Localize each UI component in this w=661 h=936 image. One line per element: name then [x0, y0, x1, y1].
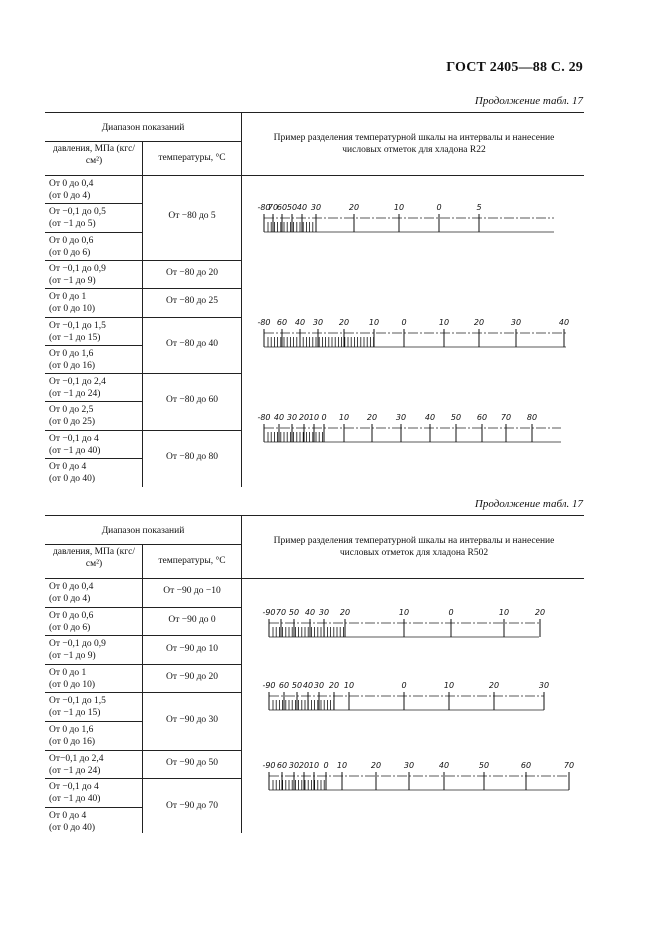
- scale-label: 40: [424, 413, 436, 422]
- pressure-cell: [49, 206, 106, 230]
- pressure-range: От −0,1 до 2,4: [49, 377, 106, 388]
- pressure-range: От 0 до 1: [49, 292, 87, 303]
- pressure-range-kgf: (от −1 до 9): [49, 275, 96, 286]
- scale-label: 20: [534, 608, 546, 617]
- temperature-range: От −90 до 50: [165, 757, 219, 768]
- scale-label: 5: [476, 203, 482, 212]
- temperature-range: От −90 до 30: [165, 715, 219, 725]
- scale-label: 60: [276, 203, 288, 212]
- pressure-range-kgf: (от −1 до 5): [49, 219, 96, 230]
- scale-label: 60: [476, 413, 488, 422]
- scale-label: 10: [308, 413, 320, 422]
- scale-label: 0: [436, 203, 442, 212]
- pressure-cell: [49, 433, 100, 457]
- example-header: Пример разделения температурной шкалы на интервалы и нанесение числовых отметок для хладона R502: [273, 536, 555, 558]
- scale-label: 10: [498, 608, 510, 617]
- pressure-range: От 0 до 0,6: [49, 235, 94, 246]
- scale-label: 0: [401, 318, 407, 327]
- scale-label: 60: [276, 761, 288, 770]
- scale-label: 20: [298, 761, 310, 770]
- range-header: Диапазон показаний: [101, 526, 185, 536]
- pressure-cell: [49, 581, 93, 605]
- pressure-range-kgf: (от −1 до 40): [49, 794, 101, 805]
- pressure-range-kgf: (от 0 до 4): [49, 594, 91, 604]
- scale-label: 20: [488, 681, 500, 690]
- scale-label: 40: [304, 608, 316, 617]
- pressure-cell: [49, 461, 95, 485]
- scale-label: 30: [288, 761, 300, 770]
- scale-label: -90: [262, 761, 276, 770]
- pressure-range-kgf: (от −1 до 24): [49, 389, 101, 400]
- pressure-range: От−0,1 до 2,4: [49, 753, 104, 764]
- scale-label: 50: [450, 413, 462, 422]
- scale-label: 50: [291, 681, 303, 690]
- temperature-range: От −90 до −10: [163, 586, 221, 597]
- scale-label: 20: [339, 608, 351, 617]
- pressure-range-kgf: (от 0 до 10): [49, 304, 96, 315]
- pressure-range-kgf: (от 0 до 16): [49, 360, 96, 371]
- pressure-cell: [49, 291, 95, 315]
- pressure-range: От −0,1 до 0,9: [49, 263, 106, 274]
- scale-label: 30: [403, 761, 415, 770]
- pressure-range-kgf: (от 0 до 4): [49, 191, 91, 201]
- scale-label: 0: [448, 608, 454, 617]
- pressure-cell: [49, 810, 95, 834]
- temperature-header: температуры, °С: [158, 153, 226, 163]
- scale-label: 30: [312, 318, 324, 327]
- pressure-cell: [49, 348, 95, 372]
- pressure-cell: [49, 235, 93, 259]
- pressure-header: давления, МПа (кгс/см²): [52, 144, 136, 166]
- scale-label: 40: [302, 681, 314, 690]
- pressure-range-kgf: (от −1 до 9): [49, 651, 96, 662]
- temperature-range: От −80 до 25: [165, 296, 219, 307]
- pressure-range: От 0 до 1,6: [49, 348, 94, 359]
- scale-label: 10: [368, 318, 380, 327]
- scale-label: -90: [262, 681, 276, 690]
- pressure-range: От −0,1 до 0,5: [49, 207, 106, 218]
- scale-label: 70: [275, 608, 287, 617]
- scale-label: 60: [278, 681, 290, 690]
- pressure-range: От 0 до 0,4: [49, 179, 94, 189]
- temperature-range: От −80 до 40: [165, 338, 219, 349]
- pressure-cell: [49, 724, 95, 748]
- pressure-range-kgf: (от −1 до 40): [49, 445, 101, 456]
- scale-label: -80: [257, 203, 271, 212]
- scale-label: 30: [538, 681, 550, 690]
- pressure-range: От 0 до 2,5: [49, 405, 94, 416]
- scale-label: 10: [443, 681, 455, 690]
- example-header: Пример разделения температурной шкалы на интервалы и нанесение числовых отметок для хладона R22: [273, 133, 555, 155]
- continuation-label-1: Продолжение табл. 17: [474, 95, 583, 107]
- scale-label: 30: [395, 413, 407, 422]
- pressure-header: давления, МПа (кгс/см²): [52, 547, 136, 569]
- scale-label: 70: [563, 761, 575, 770]
- pressure-cell: [49, 320, 106, 344]
- temperature-header: температуры, °С: [158, 556, 226, 566]
- scale-label: 40: [438, 761, 450, 770]
- pressure-range-kgf: (от −1 до 15): [49, 332, 101, 343]
- scale-label: 20: [328, 681, 340, 690]
- pressure-range: От −0,1 до 0,9: [49, 639, 106, 650]
- pressure-cell: [49, 753, 103, 777]
- scale-label: 70: [500, 413, 512, 422]
- temperature-range: От −90 до 20: [165, 672, 219, 683]
- range-header: Диапазон показаний: [101, 123, 185, 133]
- scale-label: 20: [338, 318, 350, 327]
- pressure-range: От −0,1 до 1,5: [49, 696, 106, 707]
- scales-r502: [244, 515, 584, 833]
- scale-label: 40: [558, 318, 570, 327]
- scale-label: 10: [338, 413, 350, 422]
- pressure-cell: [49, 376, 106, 400]
- pressure-range: От −0,1 до 4: [49, 433, 99, 444]
- scale-label: 20: [473, 318, 485, 327]
- scales-r22: [244, 112, 584, 487]
- scale-label: 30: [286, 413, 298, 422]
- pressure-cell: [49, 263, 106, 287]
- pressure-range-kgf: (от 0 до 25): [49, 417, 96, 428]
- temperature-range: От −80 до 20: [165, 268, 219, 279]
- temperature-range: От −90 до 70: [165, 800, 219, 811]
- pressure-cell: [49, 667, 95, 691]
- temperature-range: От −90 до 10: [165, 643, 219, 654]
- scale-label: 60: [520, 761, 532, 770]
- pressure-range: От 0 до 0,4: [49, 582, 94, 592]
- pressure-range: От 0 до 4: [49, 462, 87, 472]
- scale-label: 10: [336, 761, 348, 770]
- scale-label: 20: [348, 203, 360, 212]
- page-header: ГОСТ 2405—88 С. 29: [446, 60, 583, 75]
- pressure-cell: [49, 178, 93, 202]
- scale-label: 40: [296, 203, 308, 212]
- scale-label: -80: [257, 413, 271, 422]
- scale-label: 70: [267, 203, 279, 212]
- scale-label: 20: [366, 413, 378, 422]
- pressure-range-kgf: (от 0 до 10): [49, 679, 96, 690]
- pressure-cell: [49, 638, 106, 662]
- scale-label: 0: [321, 413, 327, 422]
- pressure-range: От 0 до 4: [49, 810, 87, 821]
- pressure-cell: [49, 610, 93, 634]
- pressure-range: От 0 до 1,6: [49, 725, 94, 735]
- table-r502: [45, 515, 584, 833]
- scale-label: 0: [323, 761, 329, 770]
- scale-label: 50: [286, 203, 298, 212]
- pressure-range-kgf: (от 0 до 16): [49, 737, 96, 747]
- pressure-cell: [49, 404, 95, 428]
- scale-label: 10: [393, 203, 405, 212]
- pressure-range-kgf: (от 0 до 6): [49, 247, 91, 258]
- pressure-range: От 0 до 1: [49, 667, 87, 678]
- continuation-label-2: Продолжение табл. 17: [474, 498, 583, 510]
- scale-label: 10: [343, 681, 355, 690]
- pressure-range-kgf: (от −1 до 15): [49, 708, 101, 719]
- scale-label: 30: [510, 318, 522, 327]
- scale-label: 80: [526, 413, 538, 422]
- scale-label: -90: [262, 608, 276, 617]
- scale-label: 10: [398, 608, 410, 617]
- pressure-range-kgf: (от 0 до 6): [49, 622, 91, 633]
- temperature-range: От −90 до 0: [168, 614, 216, 625]
- scale-label: 50: [288, 608, 300, 617]
- scale-label: 60: [276, 318, 288, 327]
- pressure-range-kgf: (от 0 до 40): [49, 822, 96, 833]
- scale-label: 50: [478, 761, 490, 770]
- scale-label: 30: [310, 203, 322, 212]
- scale-label: 0: [401, 681, 407, 690]
- scale-label: 40: [294, 318, 306, 327]
- scale-label: 30: [313, 681, 325, 690]
- pressure-cell: [49, 695, 106, 719]
- scale-label: 20: [298, 413, 310, 422]
- temperature-range: От −80 до 5: [168, 211, 216, 222]
- scale-label: -80: [257, 318, 271, 327]
- scale-label: 40: [273, 413, 285, 422]
- temperature-range: От −80 до 60: [165, 395, 219, 406]
- pressure-range: От −0,1 до 4: [49, 782, 99, 793]
- scale-label: 30: [318, 608, 330, 617]
- scale-label: 10: [308, 761, 320, 770]
- pressure-range: От 0 до 0,6: [49, 610, 94, 621]
- pressure-range-kgf: (от −1 до 24): [49, 765, 101, 776]
- scale-label: 20: [370, 761, 382, 770]
- scale-label: 10: [438, 318, 450, 327]
- pressure-range: От −0,1 до 1,5: [49, 320, 106, 331]
- table-r22: [45, 112, 584, 487]
- pressure-cell: [49, 781, 100, 805]
- temperature-range: От −80 до 80: [165, 452, 219, 462]
- pressure-range-kgf: (от 0 до 40): [49, 474, 96, 484]
